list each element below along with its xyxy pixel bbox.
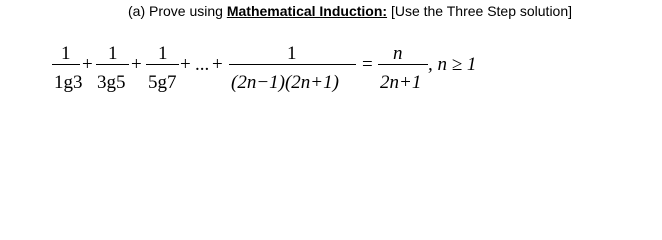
method-name: Mathematical Induction:: [226, 3, 388, 19]
term1-denominator: 1g3: [54, 72, 83, 93]
result-numerator: n: [393, 43, 403, 64]
term2-denominator: 3g5: [97, 72, 126, 93]
plus-sign: +: [180, 54, 191, 75]
instruction-note: [Use the Three Step solution]: [390, 3, 573, 19]
term2-numerator: 1: [108, 43, 118, 64]
plus-sign: +: [212, 54, 223, 75]
term3-fraction-bar: [146, 64, 179, 65]
result-fraction-bar: [378, 64, 428, 65]
term3-numerator: 1: [158, 43, 168, 64]
plus-sign: +: [131, 54, 142, 75]
term1-numerator: 1: [61, 43, 71, 64]
result-denominator: 2n+1: [380, 72, 422, 93]
plus-sign: +: [82, 54, 93, 75]
general-term-fraction-bar: [229, 64, 356, 65]
part-label: (a) Prove using: [128, 3, 223, 19]
term1-fraction-bar: [52, 64, 80, 65]
general-term-numerator: 1: [287, 43, 297, 64]
term2-fraction-bar: [96, 64, 129, 65]
equals-sign: =: [362, 54, 373, 75]
domain-condition: , n ≥ 1: [428, 54, 477, 75]
general-term-denominator: (2n−1)(2n+1): [231, 72, 339, 93]
ellipsis: ...: [195, 54, 210, 75]
term3-denominator: 5g7: [148, 72, 177, 93]
